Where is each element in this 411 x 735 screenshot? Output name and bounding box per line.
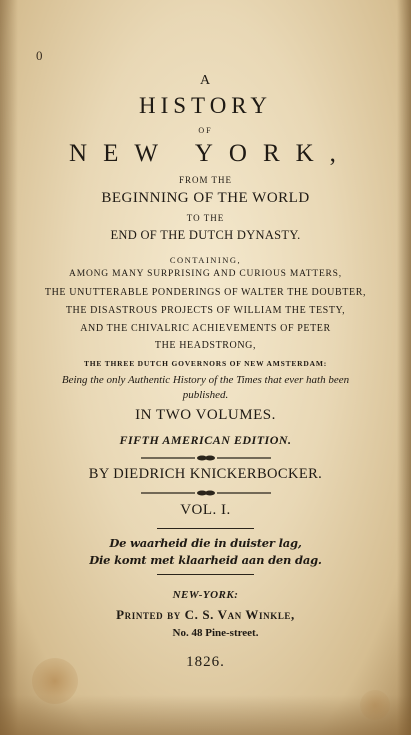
title-beginning: BEGINNING OF THE WORLD [101,190,310,206]
title-headstrong: THE HEADSTRONG, [154,340,257,351]
imprint-printer: Printed by C. S. Van Winkle, [116,607,295,622]
imprint-place: NEW-YORK: [172,589,239,601]
title-governors: THE THREE DUTCH GOVERNORS OF NEW AMSTERDAM: [83,359,328,368]
foxing-stain [360,690,390,720]
rule-above-motto [157,528,254,529]
ornament-rule-1 [0,454,411,462]
motto-line-2: Die komt met klaarheid aan den dag. [89,553,322,567]
title-article: A [199,73,212,88]
page-mark: 0 [36,48,43,63]
title-new-york: NEW YORK, [69,140,352,167]
ornament-rule-2 [0,489,411,497]
imprint-address: No. 48 Pine-street. [172,627,259,639]
title-authentic-line-2: published. [182,389,229,401]
title-edition: FIFTH AMERICAN EDITION. [119,433,292,447]
imprint-year: 1826. [186,654,225,670]
title-volumes: IN TWO VOLUMES. [135,407,276,423]
rule-below-motto [157,574,254,575]
title-disastrous: THE DISASTROUS PROJECTS OF WILLIAM THE TESTY, [65,305,346,316]
title-history: HISTORY [139,93,272,118]
title-from-the: FROM THE [178,175,233,185]
title-end: END OF THE DUTCH DYNASTY. [110,228,301,242]
motto-line-1: De waarheid die in duister lag, [109,536,302,550]
title-of: OF [198,126,213,135]
title-volume-number: VOL. I. [180,502,231,518]
title-containing: CONTAINING, [169,255,242,265]
title-author: BY DIEDRICH KNICKERBOCKER. [88,466,323,482]
title-chivalric: AND THE CHIVALRIC ACHIEVEMENTS OF PETER [80,323,331,334]
title-ponderings: THE UNUTTERABLE PONDERINGS OF WALTER THE DOUBTER, [44,287,367,298]
title-authentic-line-1: Being the only Authentic History of the Times that ever hath been [61,374,350,386]
title-to-the: TO THE [186,213,225,223]
title-among: AMONG MANY SURPRISING AND CURIOUS MATTERS, [69,269,342,279]
